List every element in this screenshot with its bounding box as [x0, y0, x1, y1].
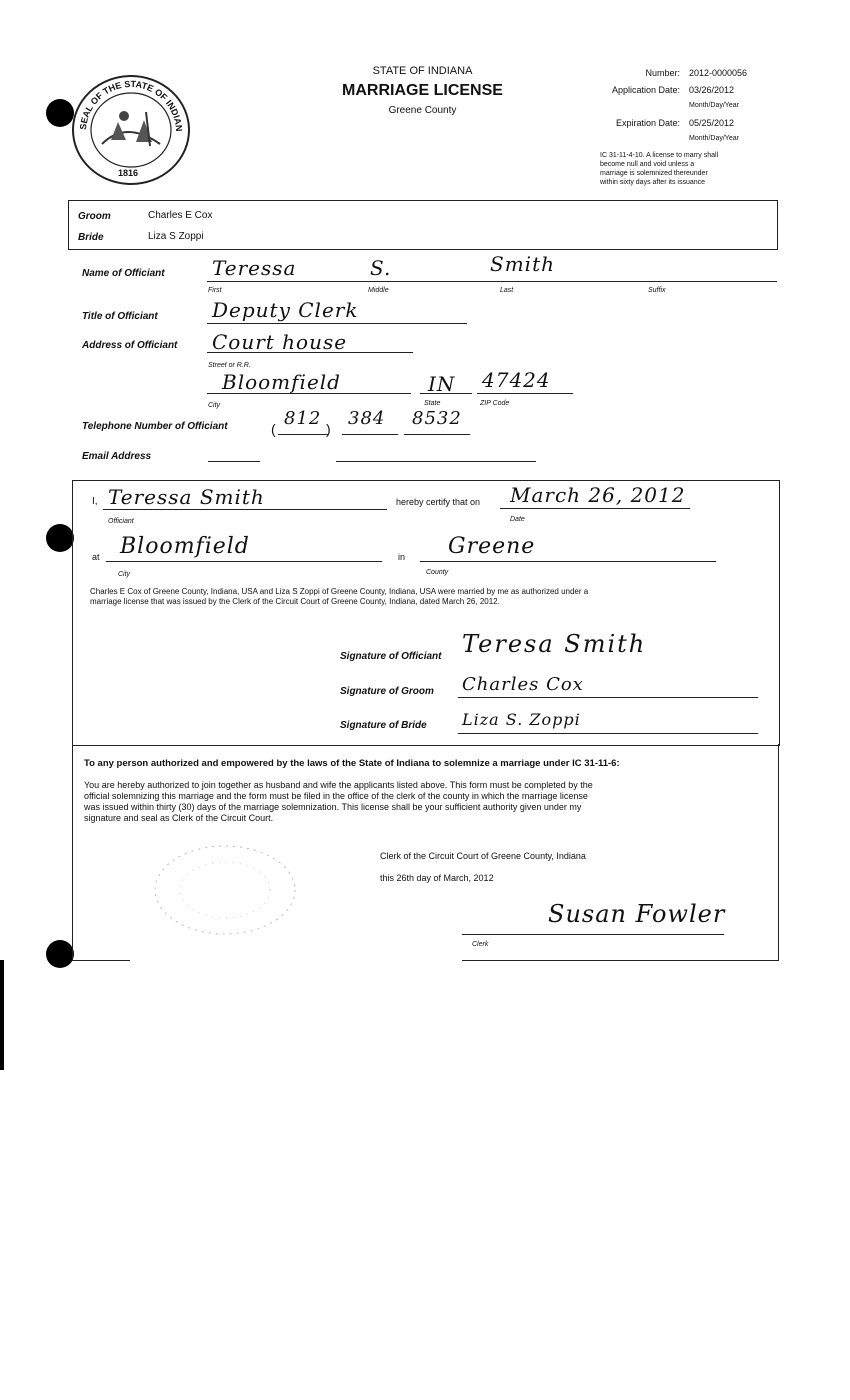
- couple-box: [68, 200, 778, 250]
- seal-year: 1816: [118, 168, 139, 178]
- groom-signature-underline: [458, 697, 758, 698]
- email-label: Email Address: [82, 451, 152, 462]
- officiant-state-underline: [420, 393, 472, 394]
- bride-name: Liza S Zoppi: [148, 231, 204, 242]
- bride-signature-underline: [458, 733, 758, 734]
- email-underline-1: [208, 461, 260, 462]
- bride-label: Bride: [78, 232, 104, 243]
- state-name: STATE OF INDIANA: [372, 65, 473, 77]
- application-date: 03/26/2012: [689, 85, 735, 95]
- county-name: Greene County: [388, 105, 457, 116]
- seal-emblem-icon: [66, 70, 196, 188]
- officiant-state: IN: [428, 372, 456, 396]
- phone-close-paren: ): [326, 421, 331, 437]
- officiant-zip: 47424: [482, 368, 551, 392]
- marriage-statement-line-2: marriage license that was issued by the Clerk of the Circuit Court of Greene County, Indiana, dated March 26, 2012.: [90, 597, 500, 606]
- license-number: 2012-0000056: [689, 68, 748, 78]
- authorization-body: [84, 780, 764, 824]
- last-caption: Last: [500, 287, 514, 294]
- officiant-street: Court house: [212, 330, 348, 354]
- clerk-signature-underline: [462, 934, 724, 935]
- groom-label: Groom: [78, 211, 111, 222]
- authorization-body-line-2: official solemnizing this marriage and the form must be filed in the office of the clerk of the county in which the marriage license: [84, 791, 588, 801]
- number-label: Number:: [645, 68, 680, 78]
- officiant-first-name: Teressa: [212, 256, 297, 280]
- validity-notice-line-3: marriage is solemnized thereunder: [600, 170, 708, 177]
- groom-signature-label: Signature of Groom: [340, 686, 434, 697]
- officiant-street-underline: [207, 352, 413, 353]
- officiant-signature-label: Signature of Officiant: [340, 651, 442, 662]
- officiant-zip-underline: [477, 393, 573, 394]
- expiration-date-format: Month/Day/Year: [689, 135, 739, 142]
- expiration-date: 05/25/2012: [689, 118, 735, 128]
- expiration-date-label: Expiration Date:: [615, 118, 680, 128]
- svg-text:SEAL OF THE STATE OF INDIANA: SEAL OF THE STATE OF INDIAN: [77, 78, 185, 132]
- zip-caption: ZIP Code: [480, 400, 510, 407]
- officiant-middle-name: S.: [370, 256, 392, 280]
- officiant-last-name: Smith: [490, 252, 555, 276]
- validity-notice-line-4: within sixty days after its issuance: [600, 179, 706, 186]
- certify-date-caption: Date: [510, 516, 525, 523]
- certify-at-label: at: [92, 552, 100, 562]
- officiant-city: Bloomfield: [222, 370, 341, 394]
- embossed-seal-icon: [140, 840, 310, 940]
- officiant-title: Deputy Clerk: [212, 298, 359, 322]
- officiant-name-underline: [207, 281, 777, 282]
- lower-section-right-border: [778, 744, 779, 960]
- bride-signature-label: Signature of Bride: [340, 720, 427, 731]
- authorization-heading: To any person authorized and empowered by the laws of the State of Indiana to solemnize a marriage under IC 31-11-6:: [84, 758, 620, 769]
- validity-notice: [600, 151, 718, 187]
- officiant-title-underline: [207, 323, 467, 324]
- certify-city: Bloomfield: [120, 534, 250, 559]
- authorization-body-line-1: You are hereby authorized to join together as husband and wife the applicants listed above. This form must be completed by the: [84, 780, 593, 790]
- state-caption: State: [424, 400, 441, 407]
- certify-county: Greene: [448, 534, 536, 559]
- officiant-signature: Teresa Smith: [462, 630, 647, 658]
- embossed-seal: [140, 840, 310, 940]
- officiant-address-label: Address of Officiant: [82, 340, 178, 351]
- groom-name: Charles E Cox: [148, 210, 213, 221]
- certify-i-label: I,: [92, 496, 98, 507]
- document-title: MARRIAGE LICENSE: [342, 82, 503, 99]
- phone-area-code: 812: [284, 408, 322, 429]
- authorization-body-line-3: was issued within thirty (30) days of the marriage solemnization. This license shall be your sufficient authority given under my: [84, 802, 582, 812]
- certify-county-underline: [420, 561, 716, 562]
- bride-signature: Liza S. Zoppi: [462, 710, 581, 729]
- groom-signature: Charles Cox: [462, 674, 584, 695]
- clerk-signature: Susan Fowler: [548, 900, 726, 928]
- issue-date-line: this 26th day of March, 2012: [380, 873, 494, 883]
- middle-caption: Middle: [368, 287, 389, 294]
- officiant-name-label: Name of Officiant: [82, 268, 165, 279]
- scan-edge-mark: [0, 960, 4, 1070]
- marriage-statement-line-1: Charles E Cox of Greene County, Indiana, USA and Liza S Zoppi of Greene County, Indiana, USA were married by me as authorized under a: [90, 587, 589, 596]
- certify-city-caption: City: [118, 571, 131, 578]
- authorization-body-line-4: signature and seal as Clerk of the Circuit Court.: [84, 813, 274, 823]
- certificate-box: [72, 480, 780, 746]
- phone-prefix-underline: [342, 434, 398, 435]
- certify-officiant-name: Teressa Smith: [108, 485, 265, 509]
- lower-section-bottom-border-right: [462, 960, 779, 961]
- application-date-label: Application Date:: [611, 85, 680, 95]
- certify-city-underline: [106, 561, 382, 562]
- certify-officiant-caption: Officiant: [108, 518, 134, 525]
- certify-date-underline: [500, 508, 690, 509]
- first-caption: First: [208, 287, 222, 294]
- validity-notice-line-2: become null and void unless a: [600, 161, 695, 168]
- city-caption: City: [208, 402, 221, 409]
- lower-section-bottom-border: [72, 960, 130, 961]
- certify-statement-label: hereby certify that on: [396, 497, 481, 507]
- certify-officiant-underline: [103, 509, 387, 510]
- street-caption: Street or R.R.: [208, 362, 251, 369]
- phone-line-number: 8532: [412, 408, 462, 429]
- suffix-caption: Suffix: [648, 287, 666, 294]
- phone-area-underline: [278, 434, 328, 435]
- certify-date: March 26, 2012: [510, 483, 686, 507]
- phone-open-paren: (: [271, 421, 276, 437]
- phone-prefix: 384: [348, 408, 386, 429]
- officiant-city-underline: [207, 393, 411, 394]
- clerk-court-line: Clerk of the Circuit Court of Greene County, Indiana: [380, 851, 586, 861]
- lower-section-left-border: [72, 744, 73, 960]
- officiant-phone-label: Telephone Number of Officiant: [82, 421, 228, 432]
- validity-notice-line-1: IC 31-11-4-10. A license to marry shall: [600, 152, 719, 159]
- punch-hole-middle: [46, 524, 74, 552]
- punch-hole-bottom: [46, 940, 74, 968]
- officiant-title-label: Title of Officiant: [82, 311, 158, 322]
- state-seal: [66, 70, 196, 188]
- clerk-caption: Clerk: [472, 941, 489, 948]
- certify-in-label: in: [398, 552, 406, 562]
- marriage-statement: [90, 587, 770, 607]
- phone-line-underline: [404, 434, 470, 435]
- application-date-format: Month/Day/Year: [689, 102, 739, 109]
- email-underline-2: [336, 461, 536, 462]
- certify-county-caption: County: [426, 569, 449, 576]
